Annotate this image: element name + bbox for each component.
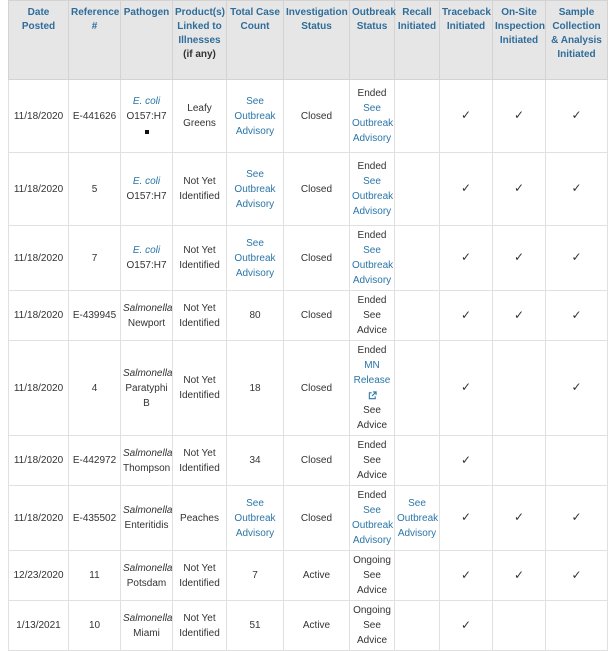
- col-products-label: Product(s) Linked to Illnesses: [175, 7, 225, 46]
- check-icon: ✓: [460, 181, 472, 195]
- product-cell: [173, 436, 227, 486]
- case-count-link[interactable]: See Outbreak Advisory: [234, 497, 276, 539]
- date-value: 11/18/2020: [13, 252, 64, 264]
- reference-cell: [69, 601, 121, 651]
- check-icon: ✓: [460, 510, 472, 524]
- investigation-status-value: Closed: [300, 110, 333, 122]
- outbreak-status-value: Ended: [357, 345, 387, 356]
- case-count-cell: [227, 486, 284, 551]
- check-icon: ✓: [571, 181, 582, 195]
- product-value: Leafy Greens: [183, 103, 216, 129]
- table-header-row: [9, 1, 608, 80]
- product-value: Not Yet Identified: [179, 447, 220, 474]
- pathogen-genus[interactable]: E. coli: [132, 245, 161, 256]
- investigation-status-cell: [284, 341, 350, 436]
- col-recall-initiated[interactable]: Recall Initiated: [395, 1, 440, 80]
- onsite-cell: [493, 486, 546, 551]
- table-row: [9, 486, 608, 551]
- product-value: Not Yet Identified: [179, 562, 220, 589]
- reference-value: E-442972: [72, 455, 117, 466]
- outbreak-status-value: Ended: [357, 230, 387, 241]
- date-cell: [9, 601, 69, 651]
- reference-cell: [69, 341, 121, 436]
- investigation-status-cell: [284, 80, 350, 153]
- product-cell: [173, 291, 227, 341]
- pathogen-serotype: Thompson: [123, 462, 171, 474]
- case-count-cell: [227, 291, 284, 341]
- outbreak-status-value: Ended: [357, 440, 387, 451]
- check-icon: ✓: [460, 567, 472, 582]
- investigation-status-value: Active: [302, 570, 331, 581]
- outbreak-status-cell: [350, 226, 395, 291]
- traceback-cell: [440, 486, 493, 551]
- traceback-cell: [440, 80, 493, 153]
- table-row: [9, 601, 608, 651]
- traceback-cell: [440, 601, 493, 651]
- check-icon: ✓: [571, 380, 582, 394]
- case-count-value: 18: [249, 382, 261, 394]
- onsite-cell: [493, 341, 546, 436]
- reference-cell: [69, 486, 121, 551]
- check-icon: ✓: [460, 380, 472, 394]
- date-value: 12/23/2020: [13, 570, 64, 581]
- check-icon: ✓: [513, 108, 525, 122]
- table-row: [9, 226, 608, 291]
- date-value: 11/18/2020: [13, 382, 64, 394]
- product-cell: [173, 601, 227, 651]
- product-value: Peaches: [180, 512, 219, 524]
- sample-cell: [546, 291, 608, 341]
- case-count-cell: [227, 341, 284, 436]
- case-count-value: 34: [249, 455, 261, 466]
- onsite-cell: [493, 153, 546, 226]
- product-value: Not Yet Identified: [179, 612, 220, 639]
- date-cell: [9, 153, 69, 226]
- col-sample-collection[interactable]: Sample Collection & Analysis Initiated: [546, 1, 608, 80]
- outbreak-status-value: Ended: [357, 88, 387, 99]
- pathogen-genus: Salmonella: [123, 302, 173, 314]
- product-cell: [173, 551, 227, 601]
- outbreak-status-value: Ended: [357, 490, 387, 501]
- check-icon: ✓: [513, 567, 525, 582]
- pathogen-cell: [121, 80, 173, 153]
- traceback-cell: [440, 341, 493, 436]
- col-total-case-count[interactable]: Total Case Count: [227, 1, 284, 80]
- col-pathogen[interactable]: Pathogen: [121, 1, 173, 80]
- case-count-cell: [227, 436, 284, 486]
- investigation-status-cell: [284, 551, 350, 601]
- pathogen-serotype: Miami: [133, 627, 160, 639]
- table-row: [9, 153, 608, 226]
- case-count-link[interactable]: See Outbreak Advisory: [234, 237, 276, 279]
- recall-cell: [395, 601, 440, 651]
- reference-value: 7: [91, 252, 98, 264]
- date-value: 11/18/2020: [13, 110, 64, 122]
- pathogen-genus: Salmonella: [123, 505, 173, 516]
- reference-value: E-435502: [72, 512, 117, 524]
- outbreak-status-cell: [350, 601, 395, 651]
- reference-cell: [69, 551, 121, 601]
- outbreak-status-cell: [350, 341, 395, 436]
- outbreak-status-value: Ongoing: [353, 555, 391, 566]
- check-icon: ✓: [571, 567, 582, 582]
- case-count-link[interactable]: See Outbreak Advisory: [234, 95, 276, 137]
- investigation-status-cell: [284, 291, 350, 341]
- check-icon: ✓: [571, 250, 582, 264]
- check-icon: ✓: [513, 510, 525, 524]
- pathogen-cell: [121, 341, 173, 436]
- table-row: [9, 551, 608, 601]
- outbreak-detail-text: See Advice: [356, 570, 387, 596]
- outbreak-status-cell: [350, 436, 395, 486]
- date-value: 1/13/2021: [16, 620, 61, 631]
- reference-cell: [69, 226, 121, 291]
- sample-cell: [546, 226, 608, 291]
- outbreak-detail-text: See Advice: [356, 455, 387, 481]
- date-value: 11/18/2020: [13, 512, 64, 524]
- recall-cell: [395, 486, 440, 551]
- pathogen-cell: [121, 436, 173, 486]
- product-value: Not Yet Identified: [179, 375, 220, 401]
- pathogen-cell: [121, 226, 173, 291]
- investigation-status-value: Active: [302, 620, 331, 631]
- onsite-cell: [493, 226, 546, 291]
- investigation-status-cell: [284, 226, 350, 291]
- pathogen-genus: Salmonella: [123, 562, 173, 574]
- traceback-cell: [440, 551, 493, 601]
- onsite-cell: [493, 436, 546, 486]
- col-date-posted[interactable]: Date Posted: [9, 1, 69, 80]
- date-cell: [9, 226, 69, 291]
- external-link-icon[interactable]: [368, 391, 377, 400]
- case-count-link[interactable]: See Outbreak Advisory: [234, 168, 276, 210]
- outbreak-status-value: Ongoing: [353, 605, 391, 616]
- onsite-cell: [493, 80, 546, 153]
- date-value: 11/18/2020: [13, 455, 64, 466]
- investigation-status-value: Closed: [300, 512, 333, 524]
- outbreak-status-cell: [350, 153, 395, 226]
- check-icon: ✓: [460, 108, 472, 122]
- product-value: Not Yet Identified: [179, 302, 220, 329]
- investigation-status-cell: [284, 601, 350, 651]
- col-products[interactable]: [173, 1, 227, 80]
- traceback-cell: [440, 291, 493, 341]
- reference-value: E-439945: [72, 310, 117, 321]
- date-value: 11/18/2020: [13, 310, 64, 321]
- reference-value: E-441626: [72, 110, 117, 122]
- outbreak-status-cell: [350, 551, 395, 601]
- reference-value: 4: [91, 382, 98, 394]
- case-count-cell: [227, 551, 284, 601]
- pathogen-cell: [121, 601, 173, 651]
- pathogen-serotype: Paratyphi B: [125, 382, 168, 409]
- product-value: Not Yet Identified: [179, 176, 220, 202]
- case-count-value: 7: [252, 570, 258, 581]
- date-cell: [9, 291, 69, 341]
- date-cell: [9, 436, 69, 486]
- date-cell: [9, 341, 69, 436]
- check-icon: ✓: [571, 307, 582, 322]
- check-icon: ✓: [571, 510, 582, 524]
- investigation-status-value: Closed: [300, 382, 333, 394]
- case-count-value: 80: [249, 310, 261, 321]
- table-row: [9, 436, 608, 486]
- pathogen-serotype: O157:H7: [126, 110, 167, 122]
- product-cell: [173, 226, 227, 291]
- pathogen-genus[interactable]: E. coli: [132, 176, 161, 187]
- traceback-cell: [440, 226, 493, 291]
- pathogen-cell: [121, 291, 173, 341]
- product-cell: [173, 153, 227, 226]
- product-cell: [173, 80, 227, 153]
- pathogen-serotype: O157:H7: [126, 191, 167, 202]
- reference-cell: [69, 80, 121, 153]
- product-cell: [173, 341, 227, 436]
- pathogen-cell: [121, 153, 173, 226]
- check-icon: ✓: [460, 307, 472, 322]
- table-row: [9, 291, 608, 341]
- pathogen-serotype: Enteritidis: [124, 520, 169, 531]
- sample-cell: [546, 601, 608, 651]
- recall-cell: [395, 436, 440, 486]
- sample-cell: [546, 80, 608, 153]
- case-count-cell: [227, 601, 284, 651]
- investigation-status-value: Closed: [300, 455, 333, 466]
- pathogen-serotype: Newport: [127, 317, 166, 329]
- outbreak-status-cell: [350, 291, 395, 341]
- investigation-status-value: Closed: [300, 310, 333, 321]
- case-count-cell: [227, 80, 284, 153]
- outbreak-detail-link[interactable]: See Outbreak Advisory: [352, 245, 394, 286]
- product-value: Not Yet Identified: [179, 245, 220, 271]
- table-row: [9, 80, 608, 153]
- pathogen-genus: Salmonella: [123, 367, 173, 379]
- outbreak-detail-link[interactable]: See Outbreak Advisory: [352, 103, 394, 144]
- pathogen-serotype: Potsdam: [126, 577, 167, 589]
- reference-cell: [69, 291, 121, 341]
- outbreak-investigations-table: [8, 0, 608, 651]
- sample-cell: [546, 436, 608, 486]
- reference-value: 11: [89, 570, 100, 581]
- sample-cell: [546, 341, 608, 436]
- check-icon: ✓: [460, 452, 472, 467]
- sample-cell: [546, 551, 608, 601]
- pathogen-genus[interactable]: E. coli: [132, 95, 161, 107]
- case-count-cell: [227, 153, 284, 226]
- outbreak-detail-text: See Advice: [356, 620, 387, 646]
- traceback-cell: [440, 153, 493, 226]
- recall-cell: [395, 551, 440, 601]
- col-traceback-initiated[interactable]: Traceback Initiated: [440, 1, 493, 80]
- reference-cell: [69, 436, 121, 486]
- recall-cell: [395, 291, 440, 341]
- sample-cell: [546, 486, 608, 551]
- pathogen-serotype: O157:H7: [126, 260, 167, 271]
- outbreak-detail-link[interactable]: MN Release: [353, 360, 391, 386]
- outbreak-status-cell: [350, 80, 395, 153]
- product-cell: [173, 486, 227, 551]
- cursor-mark: [145, 130, 149, 134]
- col-reference[interactable]: Reference #: [69, 1, 121, 80]
- recall-cell: [395, 226, 440, 291]
- check-icon: ✓: [460, 250, 472, 264]
- col-products-sub: (if any): [183, 49, 216, 60]
- recall-cell: [395, 341, 440, 436]
- investigation-status-cell: [284, 486, 350, 551]
- date-value: 11/18/2020: [13, 183, 64, 195]
- outbreak-status-value: Ended: [357, 161, 387, 172]
- pathogen-genus: Salmonella: [123, 612, 173, 624]
- sample-cell: [546, 153, 608, 226]
- investigation-status-cell: [284, 436, 350, 486]
- col-onsite-inspection[interactable]: On-Site Inspection Initiated: [493, 1, 546, 80]
- check-icon: ✓: [513, 181, 525, 195]
- check-icon: ✓: [513, 307, 525, 322]
- outbreak-detail-text: See Advice: [356, 310, 387, 336]
- reference-value: 10: [88, 620, 101, 631]
- outbreak-extra-text: See Advice: [356, 405, 387, 431]
- case-count-cell: [227, 226, 284, 291]
- date-cell: [9, 486, 69, 551]
- pathogen-cell: [121, 486, 173, 551]
- recall-cell: [395, 153, 440, 226]
- pathogen-genus: Salmonella: [123, 447, 173, 459]
- col-investigation-status[interactable]: Investigation Status: [284, 1, 350, 80]
- investigation-status-cell: [284, 153, 350, 226]
- pathogen-cell: [121, 551, 173, 601]
- date-cell: [9, 551, 69, 601]
- recall-link[interactable]: See Outbreak Advisory: [397, 497, 439, 539]
- reference-value: 5: [91, 183, 98, 195]
- date-cell: [9, 80, 69, 153]
- case-count-value: 51: [249, 620, 261, 631]
- col-outbreak-status[interactable]: Outbreak Status: [350, 1, 395, 80]
- check-icon: ✓: [513, 250, 525, 264]
- check-icon: ✓: [571, 108, 582, 122]
- reference-cell: [69, 153, 121, 226]
- outbreak-status-cell: [350, 486, 395, 551]
- outbreak-status-value: Ended: [357, 295, 387, 306]
- onsite-cell: [493, 601, 546, 651]
- investigation-status-value: Closed: [300, 252, 333, 264]
- check-icon: ✓: [460, 617, 472, 632]
- onsite-cell: [493, 551, 546, 601]
- table-row: [9, 341, 608, 436]
- investigation-status-value: Closed: [300, 183, 333, 195]
- outbreak-detail-link[interactable]: See Outbreak Advisory: [352, 176, 394, 217]
- outbreak-detail-link[interactable]: See Outbreak Advisory: [352, 505, 394, 546]
- onsite-cell: [493, 291, 546, 341]
- recall-cell: [395, 80, 440, 153]
- traceback-cell: [440, 436, 493, 486]
